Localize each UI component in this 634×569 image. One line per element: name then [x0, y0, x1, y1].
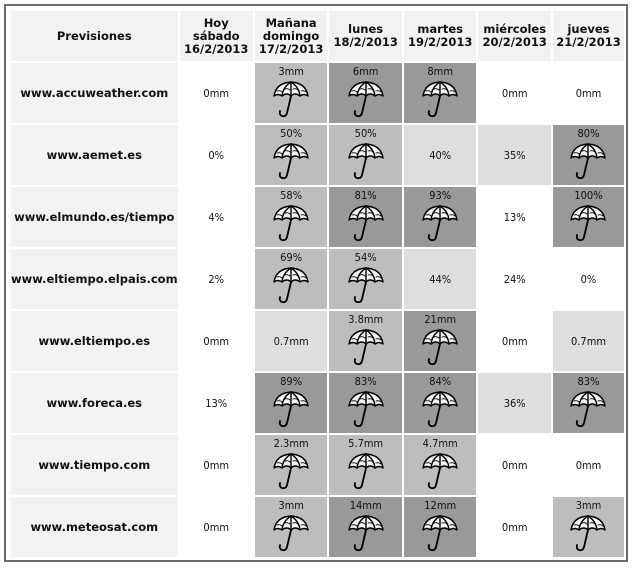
forecast-cell [404, 63, 477, 123]
umbrella-icon [567, 513, 609, 553]
forecast-cell [329, 125, 402, 185]
table-row [11, 311, 624, 371]
forecast-cell [180, 187, 253, 247]
forecast-cell [478, 249, 551, 309]
forecast-cell [329, 373, 402, 433]
forecast-cell [404, 373, 477, 433]
header-day: Mañana domingo 17/2/2013 [255, 11, 328, 61]
umbrella-icon [270, 203, 312, 243]
forecast-cell [255, 311, 328, 371]
forecast-value: 35% [503, 148, 526, 162]
forecast-cell [553, 373, 624, 433]
umbrella-icon [419, 389, 461, 429]
table-row [11, 373, 624, 433]
umbrella-icon [345, 451, 387, 491]
umbrella-icon [419, 327, 461, 367]
forecast-value: 12mm [424, 498, 457, 512]
forecast-value: 0mm [203, 520, 229, 534]
forecast-value: 6mm [352, 64, 379, 78]
forecast-value: 0mm [501, 458, 528, 472]
forecast-cell [255, 497, 328, 557]
forecast-cell [478, 63, 551, 123]
forecast-value: 14mm [349, 498, 382, 512]
forecast-value: 4.7mm [422, 436, 458, 450]
umbrella-icon [270, 451, 312, 491]
header-day: jueves 21/2/2013 [553, 11, 624, 61]
site-name: www.eltiempo.elpais.com [11, 249, 178, 309]
header-row [11, 11, 624, 61]
forecast-value: 40% [429, 148, 452, 162]
forecast-value: 13% [503, 210, 526, 224]
forecast-value: 81% [354, 188, 377, 202]
forecast-cell [180, 373, 253, 433]
table-row [11, 187, 624, 247]
forecast-cell [478, 373, 551, 433]
forecast-cell [553, 435, 624, 495]
forecast-value: 0mm [203, 334, 229, 348]
forecast-value: 0.7mm [273, 334, 309, 348]
forecast-cell [329, 187, 402, 247]
umbrella-icon [345, 203, 387, 243]
site-name: www.tiempo.com [11, 435, 178, 495]
umbrella-icon [419, 451, 461, 491]
forecast-cell [478, 125, 551, 185]
table-row [11, 435, 624, 495]
forecast-cell [255, 63, 328, 123]
forecast-value: 54% [354, 250, 377, 264]
forecast-value: 0% [580, 272, 597, 286]
forecast-cell [329, 63, 402, 123]
forecast-cell [404, 435, 477, 495]
umbrella-icon [345, 141, 387, 181]
forecast-value: 69% [280, 250, 303, 264]
site-name: www.eltiempo.es [11, 311, 178, 371]
forecast-value: 50% [280, 126, 303, 140]
table-row [11, 497, 624, 557]
forecast-cell [404, 311, 477, 371]
forecast-value: 0mm [575, 458, 602, 472]
forecast-value: 3mm [575, 498, 602, 512]
forecast-cell [255, 125, 328, 185]
header-previsiones: Previsiones [11, 11, 178, 61]
forecast-value: 80% [577, 126, 600, 140]
umbrella-icon [419, 513, 461, 553]
forecast-value: 3mm [278, 64, 304, 78]
forecast-value: 0% [208, 148, 225, 162]
forecast-value: 3.8mm [348, 312, 384, 326]
forecast-cell [329, 435, 402, 495]
header-day: lunes 18/2/2013 [329, 11, 402, 61]
header-day: Hoy sábado 16/2/2013 [180, 11, 253, 61]
forecast-value: 0mm [501, 334, 528, 348]
forecast-cell [180, 435, 253, 495]
site-name: www.elmundo.es/tiempo [11, 187, 178, 247]
forecast-cell [553, 497, 624, 557]
forecast-cell [478, 187, 551, 247]
forecast-cell [180, 311, 253, 371]
umbrella-icon [270, 79, 312, 119]
forecast-cell [329, 311, 402, 371]
forecast-value: 8mm [427, 64, 453, 78]
umbrella-icon [345, 389, 387, 429]
forecast-cell [180, 249, 253, 309]
umbrella-icon [345, 79, 387, 119]
forecast-value: 83% [354, 374, 377, 388]
umbrella-icon [419, 79, 461, 119]
umbrella-icon [270, 513, 312, 553]
forecast-value: 36% [503, 396, 526, 410]
forecast-cell [404, 249, 477, 309]
header-day: miércoles 20/2/2013 [478, 11, 551, 61]
forecast-cell [180, 63, 253, 123]
umbrella-icon [567, 389, 609, 429]
forecast-value: 0mm [501, 86, 528, 100]
site-name: www.foreca.es [11, 373, 178, 433]
forecast-value: 0mm [501, 520, 528, 534]
forecast-value: 93% [429, 188, 452, 202]
umbrella-icon [270, 389, 312, 429]
forecast-cell [180, 497, 253, 557]
site-name: www.meteosat.com [11, 497, 178, 557]
forecast-cell [255, 187, 328, 247]
forecast-value: 0.7mm [570, 334, 606, 348]
forecast-cell [404, 497, 477, 557]
forecast-value: 0mm [203, 458, 229, 472]
umbrella-icon [567, 203, 609, 243]
forecast-value: 4% [208, 210, 225, 224]
header-day: martes 19/2/2013 [404, 11, 477, 61]
forecast-cell [255, 373, 328, 433]
forecast-cell [180, 125, 253, 185]
forecast-value: 89% [280, 374, 303, 388]
site-name: www.aemet.es [11, 125, 178, 185]
forecast-value: 24% [503, 272, 526, 286]
forecast-cell [329, 249, 402, 309]
forecast-cell [478, 497, 551, 557]
umbrella-icon [419, 203, 461, 243]
forecast-cell [404, 125, 477, 185]
forecast-value: 3mm [278, 498, 304, 512]
forecast-cell [478, 435, 551, 495]
table-row [11, 125, 624, 185]
forecast-cell [329, 497, 402, 557]
forecast-value: 0mm [575, 86, 602, 100]
table-row [11, 63, 624, 123]
forecast-value: 5.7mm [348, 436, 384, 450]
forecast-value: 0mm [203, 86, 229, 100]
forecast-value: 44% [429, 272, 452, 286]
forecast-value: 21mm [424, 312, 457, 326]
forecast-frame [4, 4, 628, 562]
forecast-value: 2% [208, 272, 225, 286]
forecast-cell [404, 187, 477, 247]
umbrella-icon [567, 141, 609, 181]
umbrella-icon [345, 265, 387, 305]
forecast-cell [255, 249, 328, 309]
forecast-cell [553, 249, 624, 309]
forecast-cell [553, 311, 624, 371]
forecast-value: 58% [280, 188, 303, 202]
umbrella-icon [345, 327, 387, 367]
forecast-value: 2.3mm [273, 436, 309, 450]
forecast-cell [478, 311, 551, 371]
umbrella-icon [345, 513, 387, 553]
forecast-value: 100% [574, 188, 603, 202]
forecast-value: 13% [205, 396, 228, 410]
umbrella-icon [270, 265, 312, 305]
forecast-value: 50% [354, 126, 377, 140]
forecast-cell [553, 187, 624, 247]
forecast-cell [255, 435, 328, 495]
forecast-value: 83% [577, 374, 600, 388]
forecast-cell [553, 125, 624, 185]
forecast-value: 84% [429, 374, 452, 388]
umbrella-icon [270, 141, 312, 181]
site-name: www.accuweather.com [11, 63, 178, 123]
forecast-cell [553, 63, 624, 123]
forecast-table [9, 9, 626, 559]
table-row [11, 249, 624, 309]
